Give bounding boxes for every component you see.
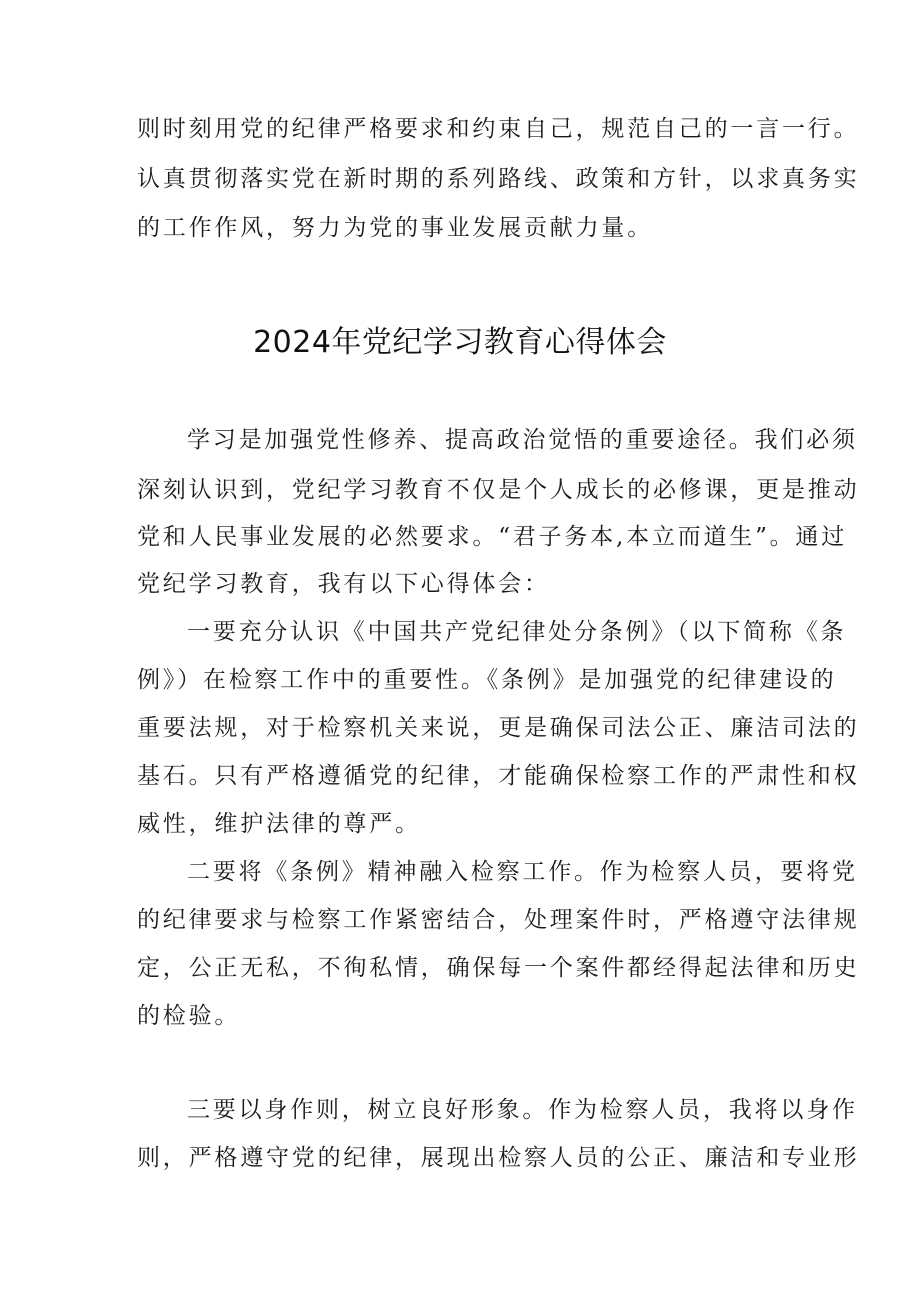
- paragraph-line: 党纪学习教育，我有以下心得体会：: [137, 571, 550, 597]
- paragraph-line: 例》）在检察工作中的重要性。《条例》是加强党的纪律建设的: [137, 667, 837, 693]
- paragraph-line: 重要法规，对于检察机关来说，更是确保司法公正、廉洁司法的: [137, 715, 860, 741]
- paragraph-line: 一要充分认识《中国共产党纪律处分条例》（以下简称《条: [187, 619, 847, 645]
- paragraph-line: 二要将《条例》精神融入检察工作。作为检察人员，要将党: [187, 859, 858, 885]
- paragraph-line: 基石。只有严格遵循党的纪律，才能确保检察工作的严肃性和权: [137, 763, 860, 789]
- intro-line: 认真贯彻落实党在新时期的系列路线、政策和方针，以求真务实: [137, 166, 860, 192]
- paragraph-line: 的检验。: [137, 1003, 241, 1029]
- paragraph-line: 则，严格遵守党的纪律，展现出检察人员的公正、廉洁和专业形: [137, 1145, 860, 1171]
- paragraph-line: 的纪律要求与检察工作紧密结合，处理案件时，严格遵守法律规: [137, 907, 860, 933]
- paragraph-line: 党和人民事业发展的必然要求。“君子务本,本立而道生”。通过: [137, 524, 848, 550]
- paragraph-line: 三要以身作则，树立良好形象。作为检察人员，我将以身作: [187, 1097, 858, 1123]
- intro-line: 的工作作风，努力为党的事业发展贡献力量。: [137, 215, 653, 241]
- paragraph-line: 学习是加强党性修养、提高政治觉悟的重要途径。我们必须: [187, 427, 858, 453]
- paragraph-line: 威性，维护法律的尊严。: [137, 811, 421, 837]
- document-title: 2024年党纪学习教育心得体会: [253, 325, 667, 360]
- paragraph-line: 深刻认识到，党纪学习教育不仅是个人成长的必修课，更是推动: [137, 477, 860, 503]
- paragraph-line: 定，公正无私，不徇私情，确保每一个案件都经得起法律和历史: [137, 955, 860, 981]
- intro-line: 则时刻用党的纪律严格要求和约束自己，规范自己的一言一行。: [137, 116, 860, 142]
